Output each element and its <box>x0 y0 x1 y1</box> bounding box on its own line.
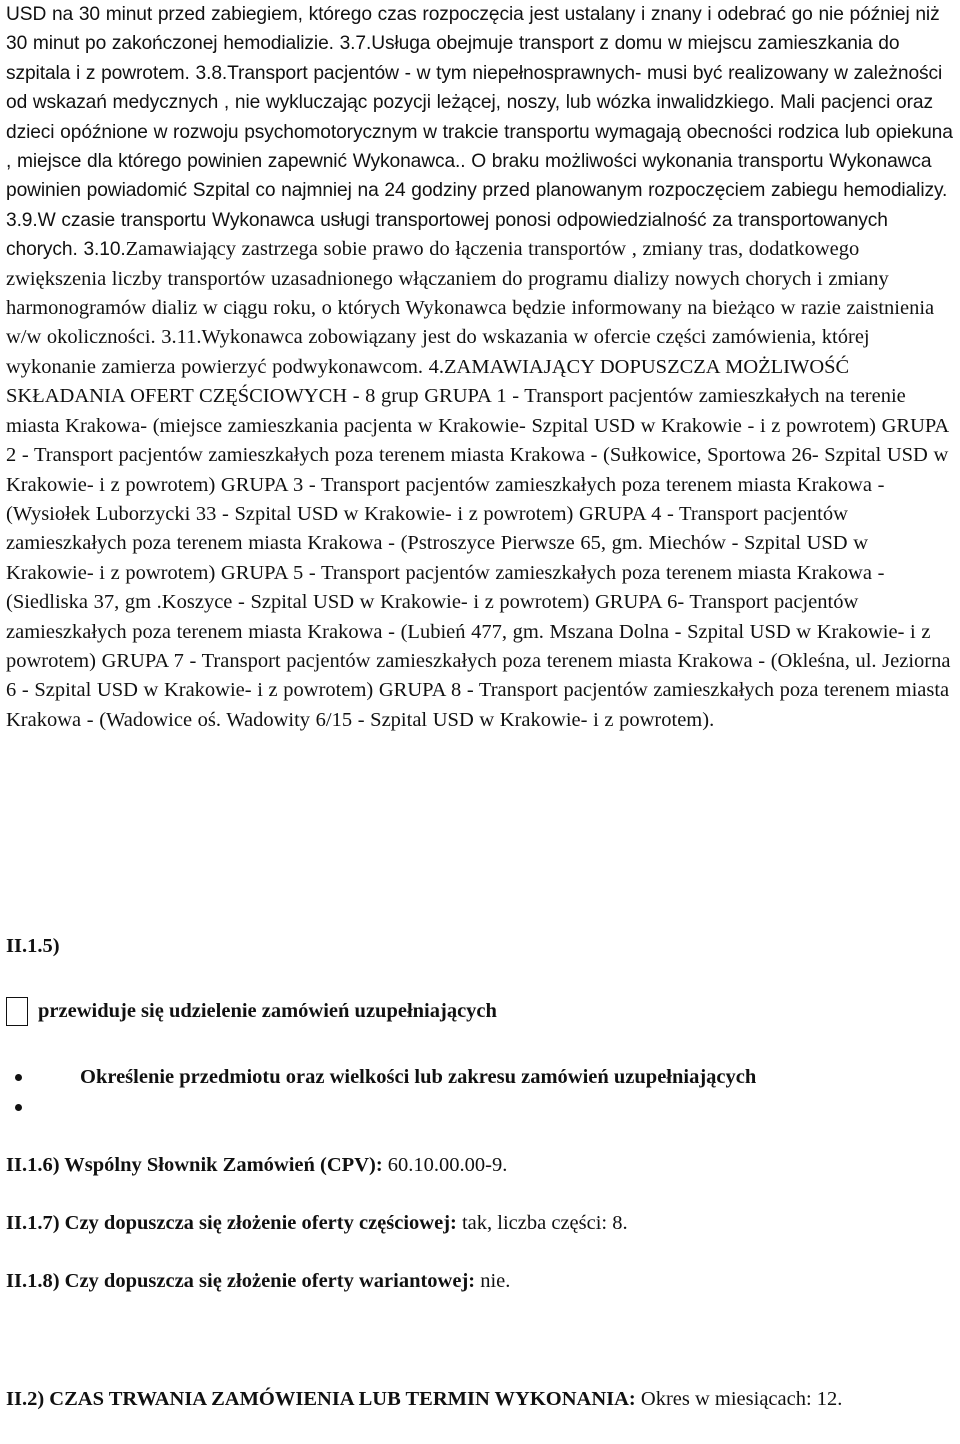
section-ii-2 <box>6 1385 906 1414</box>
section-ii-1-8-value: nie. <box>475 1270 511 1292</box>
checkbox-label: przewiduje się udzielenie zamówień uzupełniających <box>38 999 497 1022</box>
description-run-serif: Zamawiający zastrzega sobie prawo do łączenia transportów , zmiany tras, dodatkowego zwiększenia liczby transportów uzasadnionego włączaniem do programu dializy nowych chorych i zmiany harmonogramów dializ w ciągu roku, o których Wykonawca będzie informowany na bieżąco w razie zaistnienia w/w okoliczności. 3.11.Wykonawca zobowiązany jest do wskazania w ofercie części zamówienia, której wykonanie zamierza powierzyć podwykonawcom. 4.ZAMAWIAJĄCY DOPUSZCZA MOŻLIWOŚĆ SKŁADANIA OFERT CZĘŚCIOWYCH - 8 grup GRUPA 1 - Transport pacjentów zamieszkałych na terenie miasta Krakowa- (miejsce zamieszkania pacjenta w Krakowie- Szpital USD w Krakowie - i z powrotem) GRUPA 2 - Transport pacjentów zamieszkałych poza terenem miasta Krakowa - (Sułkowice, Sportowa 26- Szpital USD w Krakowie- i z powrotem) GRUPA 3 - Transport pacjentów zamieszkałych poza terenem miasta Krakowa - (Wysiołek Luborzycki 33 - Szpital USD w Krakowie- i z powrotem) GRUPA 4 - Transport pacjentów zamieszkałych poza terenem miasta Krakowa - (Pstroszyce Pierwsze 65, gm. Miechów - Szpital USD w Krakowie- i z powrotem) GRUPA 5 - Transport pacjentów zamieszkałych poza terenem miasta Krakowa - (Siedliska 37, gm .Koszyce - Szpital USD w Krakowie- i z powrotem) GRUPA 6- Transport pacjentów zamieszkałych poza terenem miasta Krakowa - (Lubień 477, gm. Mszana Dolna - Szpital USD w Krakowie- i z powrotem) GRUPA 7 - Transport pacjentów zamieszkałych poza terenem miasta Krakowa - (Okleśna, ul. Jeziorna 6 - Szpital USD w Krakowie- i z powrotem) GRUPA 8 - Transport pacjentów zamieszkałych poza terenem miasta Krakowa - (Wadowice oś. Wadowity 6/15 - Szpital USD w Krakowie- i z powrotem). <box>6 238 951 731</box>
section-ii-2-value: Okres w miesiącach: 12. <box>635 1388 843 1410</box>
section-ii-1-6-value: 60.10.00.00-9. <box>382 1154 508 1176</box>
description-paragraph <box>6 0 956 735</box>
section-ii-1-5-heading: II.1.5) <box>6 935 60 957</box>
bullet-text: Określenie przedmiotu oraz wielkości lub zakresu zamówień uzupełniających <box>80 1066 757 1088</box>
list-item <box>6 1062 946 1092</box>
bullet-icon <box>15 1074 22 1081</box>
section-ii-1-6-heading: II.1.6) Wspólny Słownik Zamówień (CPV): <box>6 1154 383 1176</box>
section-ii-1-7-value: tak, liczba części: 8. <box>456 1212 628 1234</box>
section-ii-1-8 <box>6 1267 510 1296</box>
section-ii-1-7 <box>6 1209 628 1238</box>
bullet-list <box>6 1062 946 1122</box>
checkbox-icon[interactable] <box>6 997 28 1026</box>
checkbox-row-supplementary-orders <box>6 993 497 1029</box>
description-run-sans: USD na 30 minut przed zabiegiem, którego czas rozpoczęcia jest ustalany i znany i odebrać go nie później niż 30 minut po zakończonej hemodializie. 3.7.Usługa obejmuje transport z domu w miejscu zamieszkania do szpitala i z powrotem. 3.8.Transport pacjentów - w tym niepełnosprawnych- musi być realizowany w zależności od wskazań medycznych , nie wykluczając pozycji leżącej, noszy, lub wózka inwalidzkiego. Mali pacjenci oraz dzieci opóźnione w rozwoju psychomotorycznym w trakcie transportu wymagają obecności rodzica lub opiekuna , miejsce dla którego powinien zapewnić Wykonawca.. O braku możliwości wykonania transportu Wykonawca powinien powiadomić Szpital co najmniej na 24 godziny przed planowanym rozpoczęciem zabiegu hemodializy. 3.9.W czasie transportu Wykonawca usługi transportowej ponosi odpowiedzialność za transportowanych chorych. 3.10. <box>6 4 953 261</box>
section-ii-1-8-heading: II.1.8) Czy dopuszcza się złożenie oferty wariantowej: <box>6 1270 476 1292</box>
section-ii-1-7-heading: II.1.7) Czy dopuszcza się złożenie oferty częściowej: <box>6 1212 457 1234</box>
bullet-icon <box>15 1104 22 1111</box>
section-ii-1-6 <box>6 1151 507 1180</box>
section-ii-2-heading: II.2) CZAS TRWANIA ZAMÓWIENIA LUB TERMIN WYKONANIA: <box>6 1388 636 1410</box>
list-item <box>6 1092 946 1122</box>
